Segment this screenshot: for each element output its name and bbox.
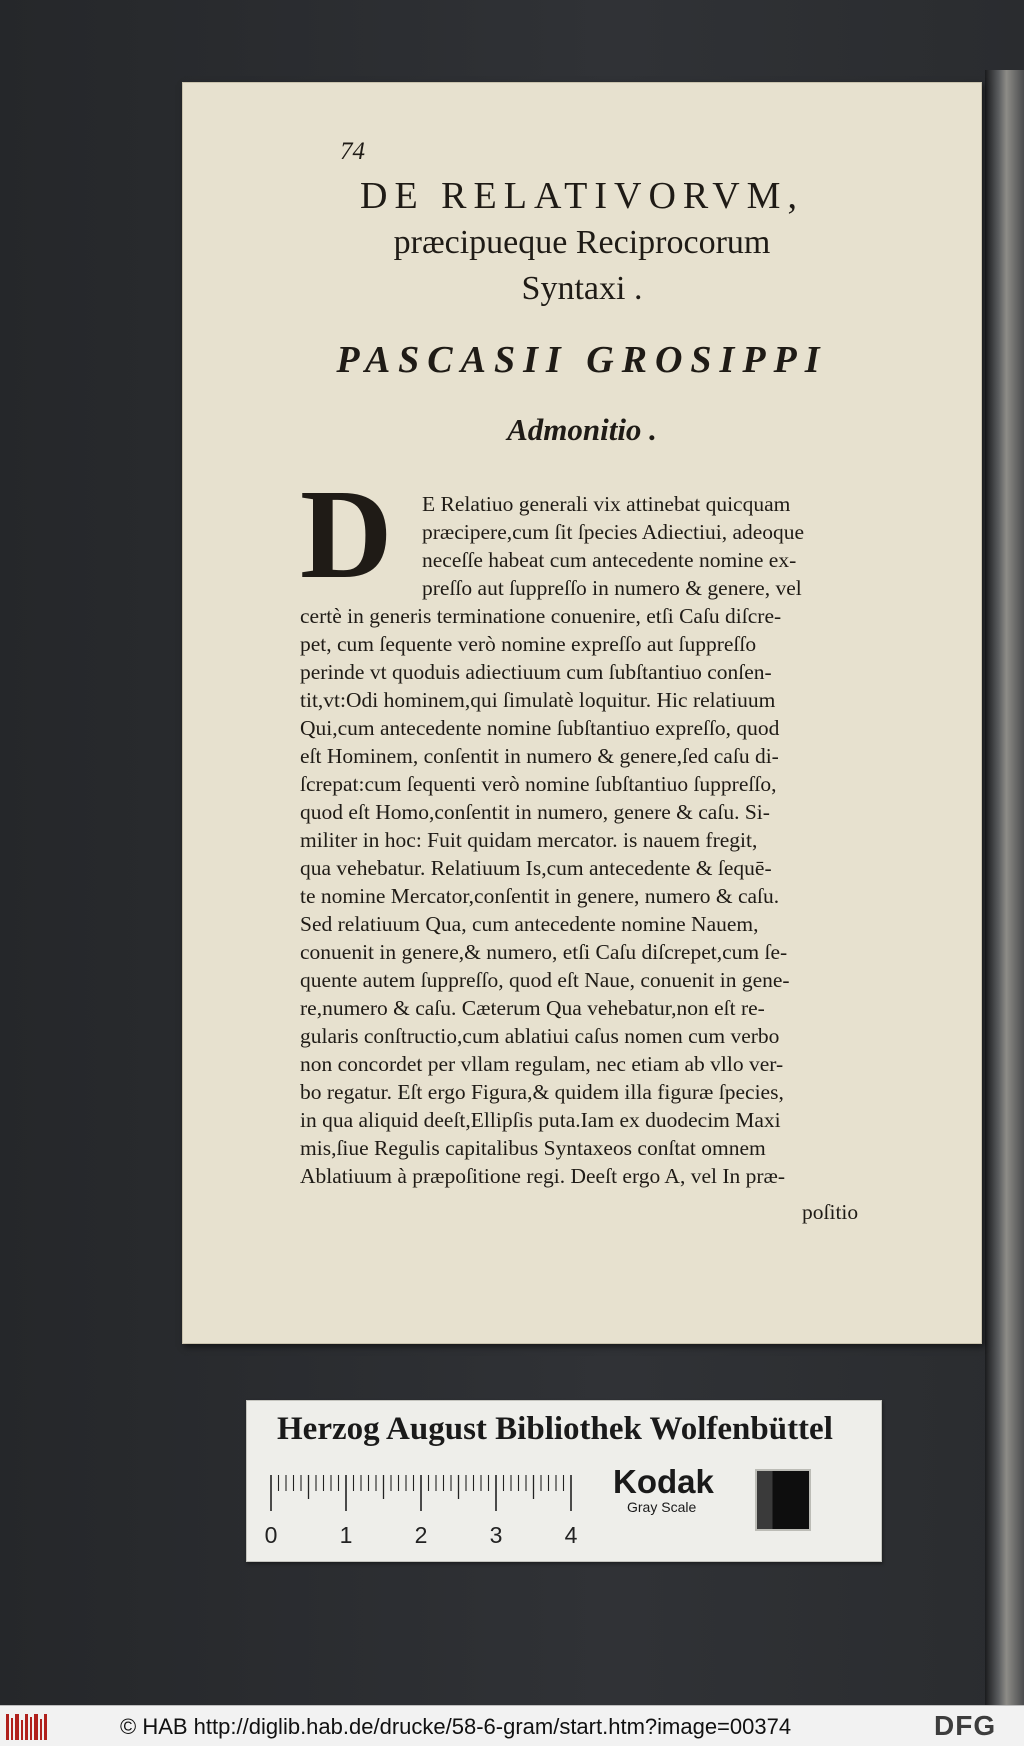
body-line: perinde vt quoduis adiectiuum cum ſubſtantiuo conſen- — [300, 660, 772, 684]
body-line: quente autem ſuppreſſo, quod eſt Naue, conuenit in gene- — [300, 968, 790, 992]
admonitio-heading: Admonitio . — [507, 412, 657, 447]
body-line: non concordet per vllam regulam, nec etiam ab vllo ver- — [300, 1052, 784, 1076]
body-line: eſt Hominem, conſentit in numero & genere,ſed caſu di- — [300, 744, 779, 768]
body-line: E Relatiuo generali vix attinebat quicquam — [422, 492, 791, 516]
body-line: ſcrepat:cum ſequenti verò nomine ſubſtantiuo ſuppreſſo, — [300, 772, 777, 796]
scale-label: 2 — [414, 1522, 428, 1548]
body-line: conuenit in genere,& numero, etſi Caſu diſcrepet,cum ſe- — [300, 940, 788, 964]
title-line-3: Syntaxi . — [521, 270, 643, 307]
body-line: preſſo aut ſuppreſſo in numero & genere, vel — [422, 576, 802, 600]
scale-label: 3 — [489, 1522, 503, 1548]
facing-page-edge — [985, 70, 1024, 1705]
measurement-scale — [264, 1467, 599, 1555]
body-line: mis,ſiue Regulis capitalibus Syntaxeos conſtat omnem — [300, 1136, 766, 1160]
body-line: te nomine Mercator,conſentit in genere, numero & caſu. — [300, 884, 780, 908]
body-line: quod eſt Homo,conſentit in numero, genere & caſu. Si- — [300, 800, 770, 824]
catchword: poſitio — [802, 1200, 859, 1224]
scale-label: 0 — [264, 1522, 278, 1548]
page-number: 74 — [340, 138, 365, 165]
body-line: pet, cum ſequente verò nomine expreſſo aut ſuppreſſo — [300, 632, 757, 656]
body-line: tit,vt:Odi hominem,qui ſimulatè loquitur. Hic relatiuum — [300, 688, 776, 712]
body-line: præcipere,cum ſit ſpecies Adiectiui, adeoque — [422, 520, 805, 544]
body-line: militer in hoc: Fuit quidam mercator. is nauem fregit, — [300, 828, 758, 852]
dfg-logo: DFG — [934, 1710, 997, 1741]
body-line: neceſſe habeat cum antecedente nomine ex- — [422, 548, 797, 572]
body-line: certè in generis terminatione conuenire, etſi Caſu diſcre- — [300, 604, 782, 628]
drop-cap: D — [300, 463, 393, 605]
body-line: Sed relatiuum Qua, cum antecedente nomine Nauem, — [300, 912, 759, 936]
body-line: qua vehebatur. Relatiuum Is,cum antecedente & ſequē- — [300, 856, 772, 880]
color-calibration-card — [246, 1400, 882, 1562]
scale-label: 4 — [564, 1522, 578, 1548]
footer-bar — [0, 1705, 1024, 1746]
library-name: Herzog August Bibliothek Wolfenbüttel — [277, 1411, 833, 1447]
body-line: Qui,cum antecedente nomine ſubſtantiuo expreſſo, quod — [300, 716, 780, 740]
gray-patch — [755, 1469, 811, 1531]
body-line: bo regatur. Eſt ergo Figura,& quidem illa figuræ ſpecies, — [300, 1080, 784, 1104]
kodak-logo: Kodak — [613, 1463, 714, 1500]
title-line-1: DE RELATIVORVM, — [360, 175, 804, 217]
title-line-2: præcipueque Reciprocorum — [393, 224, 771, 261]
body-line: gularis conſtructio,cum ablatiui caſus nomen cum verbo — [300, 1024, 780, 1048]
body-line: in qua aliquid deeſt,Ellipſis puta.Iam ex duodecim Maxi — [300, 1108, 781, 1132]
source-credit-link[interactable]: © HAB http://diglib.hab.de/drucke/58-6-gram/start.htm?image=00374 — [120, 1714, 792, 1739]
body-line: Ablatiuum à præpoſitione regi. Deeſt ergo A, vel In præ- — [300, 1164, 786, 1188]
book-page — [182, 82, 982, 1344]
gray-scale-label: Gray Scale — [627, 1499, 697, 1515]
body-line: re,numero & caſu. Cæterum Qua vehebatur,non eſt re- — [300, 996, 765, 1020]
scale-label: 1 — [339, 1522, 353, 1548]
author-heading: PASCASII GROSIPPI — [336, 339, 828, 381]
barcode-icon — [6, 1714, 48, 1740]
